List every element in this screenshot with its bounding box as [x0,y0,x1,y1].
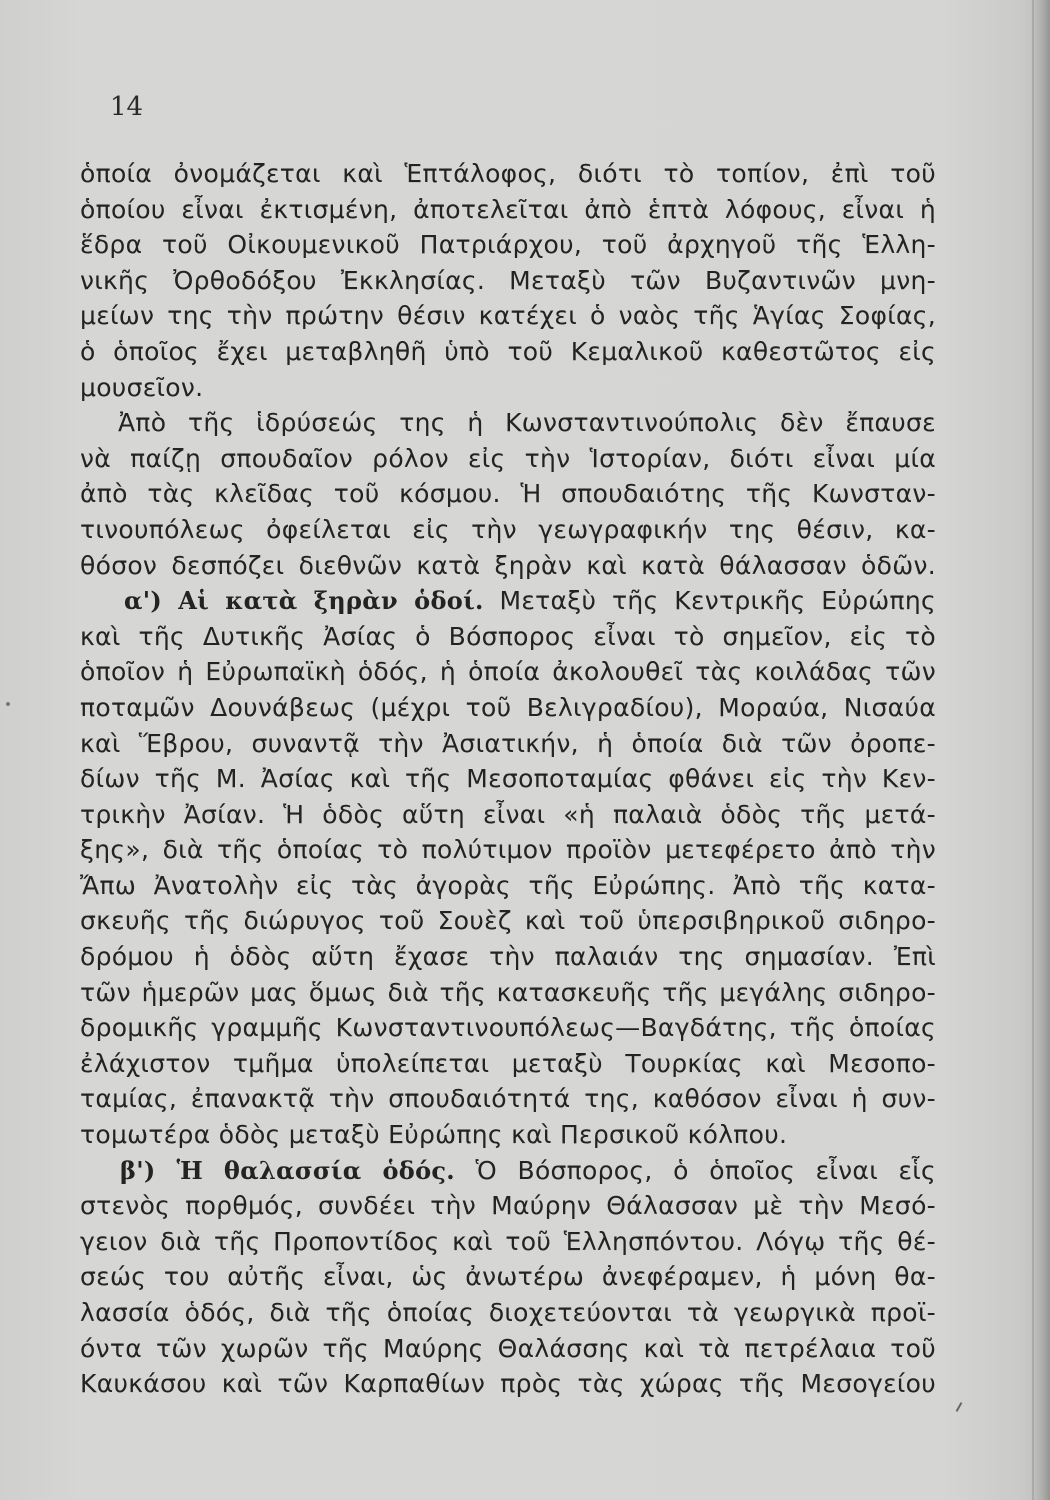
text-line: ὁποῖον ἡ Εὐρωπαϊκὴ ὁδός, ἡ ὁποία ἀκολουθεῖ τὰς κοιλάδας τῶν [80,657,936,687]
text-line: τρικὴν Ἀσίαν. Ἡ ὁδὸς αὕτη εἶναι «ἡ παλαιὰ ὁδὸς τῆς μετά- [80,799,936,829]
text-line: δρομικῆς γραμμῆς Κωνσταντινουπόλεως—Βαγδάτης, τῆς ὁποίας [80,1013,936,1043]
body-text [80,156,936,1402]
text-line: τῶν ἡμερῶν μας ὅμως διὰ τῆς κατασκευῆς τῆς μεγάλης σιδηρο- [80,977,936,1007]
page-edge-shadow [1032,0,1050,1500]
text-line: μουσεῖον. [80,372,204,402]
section-heading-line [124,583,936,619]
text-line: Ἄπω Ἀνατολὴν εἰς τὰς ἀγορὰς τῆς Εὐρώπης. Ἀπὸ τῆς κατα- [80,870,936,900]
text-line: Καυκάσου καὶ τῶν Καρπαθίων πρὸς τὰς χώρας τῆς Μεσογείου [80,1369,936,1399]
text-line: σεώς του αὐτῆς εἶναι, ὡς ἀνωτέρω ἀνεφέραμεν, ἡ μόνη θα- [80,1262,936,1292]
scan-speck [6,702,10,706]
page-number: 14 [110,92,144,122]
text-line: ὁποία ὀνομάζεται καὶ Ἑπτάλοφος, διότι τὸ τοπίον, ἐπὶ τοῦ [80,159,936,188]
heading-continuation: Μεταξὺ τῆς Κεντρικῆς Εὐρώπης [499,586,937,616]
text-line: ὁ ὁποῖος ἔχει μεταβληθῆ ὑπὸ τοῦ Κεμαλικοῦ καθεστῶτος εἰς [80,336,936,366]
text-line: όντα τῶν χωρῶν τῆς Μαύρης Θαλάσσης καὶ τὰ πετρέλαια τοῦ [80,1333,936,1363]
text-line: καὶ τῆς Δυτικῆς Ἀσίας ὁ Βόσπορος εἶναι τὸ σημεῖον, εἰς τὸ [80,621,936,651]
text-line: τινουπόλεως ὀφείλεται εἰς τὴν γεωγραφικήν της θέσιν, κα- [80,514,936,544]
page-crease [1032,0,1034,1500]
text-line: ἕδρα τοῦ Οἰκουμενικοῦ Πατριάρχου, τοῦ ἀρχηγοῦ τῆς Ἑλλη- [80,230,936,260]
scan-mark [956,1402,963,1412]
section-heading-sea-route: β') Ἡ θαλασσία ὁδός. [120,1155,455,1185]
text-line: καὶ Ἕβρου, συναντᾷ τὴν Ἀσιατικήν, ἡ ὁποία διὰ τῶν ὀροπε- [80,728,936,758]
text-line: ἀπὸ τὰς κλεῖδας τοῦ κόσμου. Ἡ σπουδαιότης τῆς Κωνσταν- [80,479,936,509]
paragraph-start: Ἀπὸ τῆς ἱδρύσεώς της ἡ Κωνσταντινούπολις δὲν ἔπαυσε [118,408,936,438]
text-line: σκευῆς τῆς διώρυγος τοῦ Σουὲζ καὶ τοῦ ὑπερσιβηρικοῦ σιδηρο- [80,906,936,936]
text-line: λασσία ὁδός, διὰ τῆς ὁποίας διοχετεύονται τὰ γεωργικὰ προϊ- [80,1298,936,1327]
text-line: νικῆς Ὀρθοδόξου Ἐκκλησίας. Μεταξὺ τῶν Βυζαντινῶν μνη- [80,265,936,295]
text-line: ἐλάχιστον τμῆμα ὑπολείπεται μεταξὺ Τουρκίας καὶ Μεσοπο- [80,1048,936,1078]
text-line: γειον διὰ τῆς Προποντίδος καὶ τοῦ Ἑλλησπόντου. Λόγῳ τῆς θέ- [80,1226,936,1256]
heading-continuation: Ὁ Βόσπορος, ὁ ὁποῖος εἶναι εἷς [475,1155,936,1185]
text-line: δίων τῆς Μ. Ἀσίας καὶ τῆς Μεσοποταμίας φθάνει εἰς τὴν Κεν- [80,764,936,794]
text-line: θόσον δεσπόζει διεθνῶν κατὰ ξηρὰν καὶ κατὰ θάλασσαν ὁδῶν. [80,550,936,580]
text-line: δρόμου ἡ ὁδὸς αὕτη ἔχασε τὴν παλαιάν της σημασίαν. Ἐπὶ [80,942,936,972]
text-line: ξης», διὰ τῆς ὁποίας τὸ πολύτιμον προϊὸν μετεφέρετο ἀπὸ τὴν [80,835,936,865]
section-heading-line [120,1153,936,1189]
text-line: τομωτέρα ὁδὸς μεταξὺ Εὐρώπης καὶ Περσικοῦ κόλπου. [80,1120,788,1150]
text-line: ποταμῶν Δουνάβεως (μέχρι τοῦ Βελιγραδίου), Μοραύα, Νισαύα [80,692,936,722]
text-line: ὁποίου εἶναι ἐκτισμένη, ἀποτελεῖται ἀπὸ ἑπτὰ λόφους, εἶναι ἡ [80,194,936,224]
text-line: ταμίας, ἐπανακτᾷ τὴν σπουδαιότητά της, καθόσον εἶναι ἡ συν- [80,1084,936,1114]
text-line: στενὸς πορθμός, συνδέει τὴν Μαύρην Θάλασσαν μὲ τὴν Μεσό- [80,1191,936,1221]
text-line: μείων της τὴν πρώτην θέσιν κατέχει ὁ ναὸς τῆς Ἁγίας Σοφίας, [80,301,936,331]
text-line: νὰ παίζῃ σπουδαῖον ρόλον εἰς τὴν Ἱστορίαν, διότι εἶναι μία [80,443,936,473]
section-heading-land-routes: α') Αἱ κατὰ ξηρὰν ὁδοί. [124,586,484,616]
